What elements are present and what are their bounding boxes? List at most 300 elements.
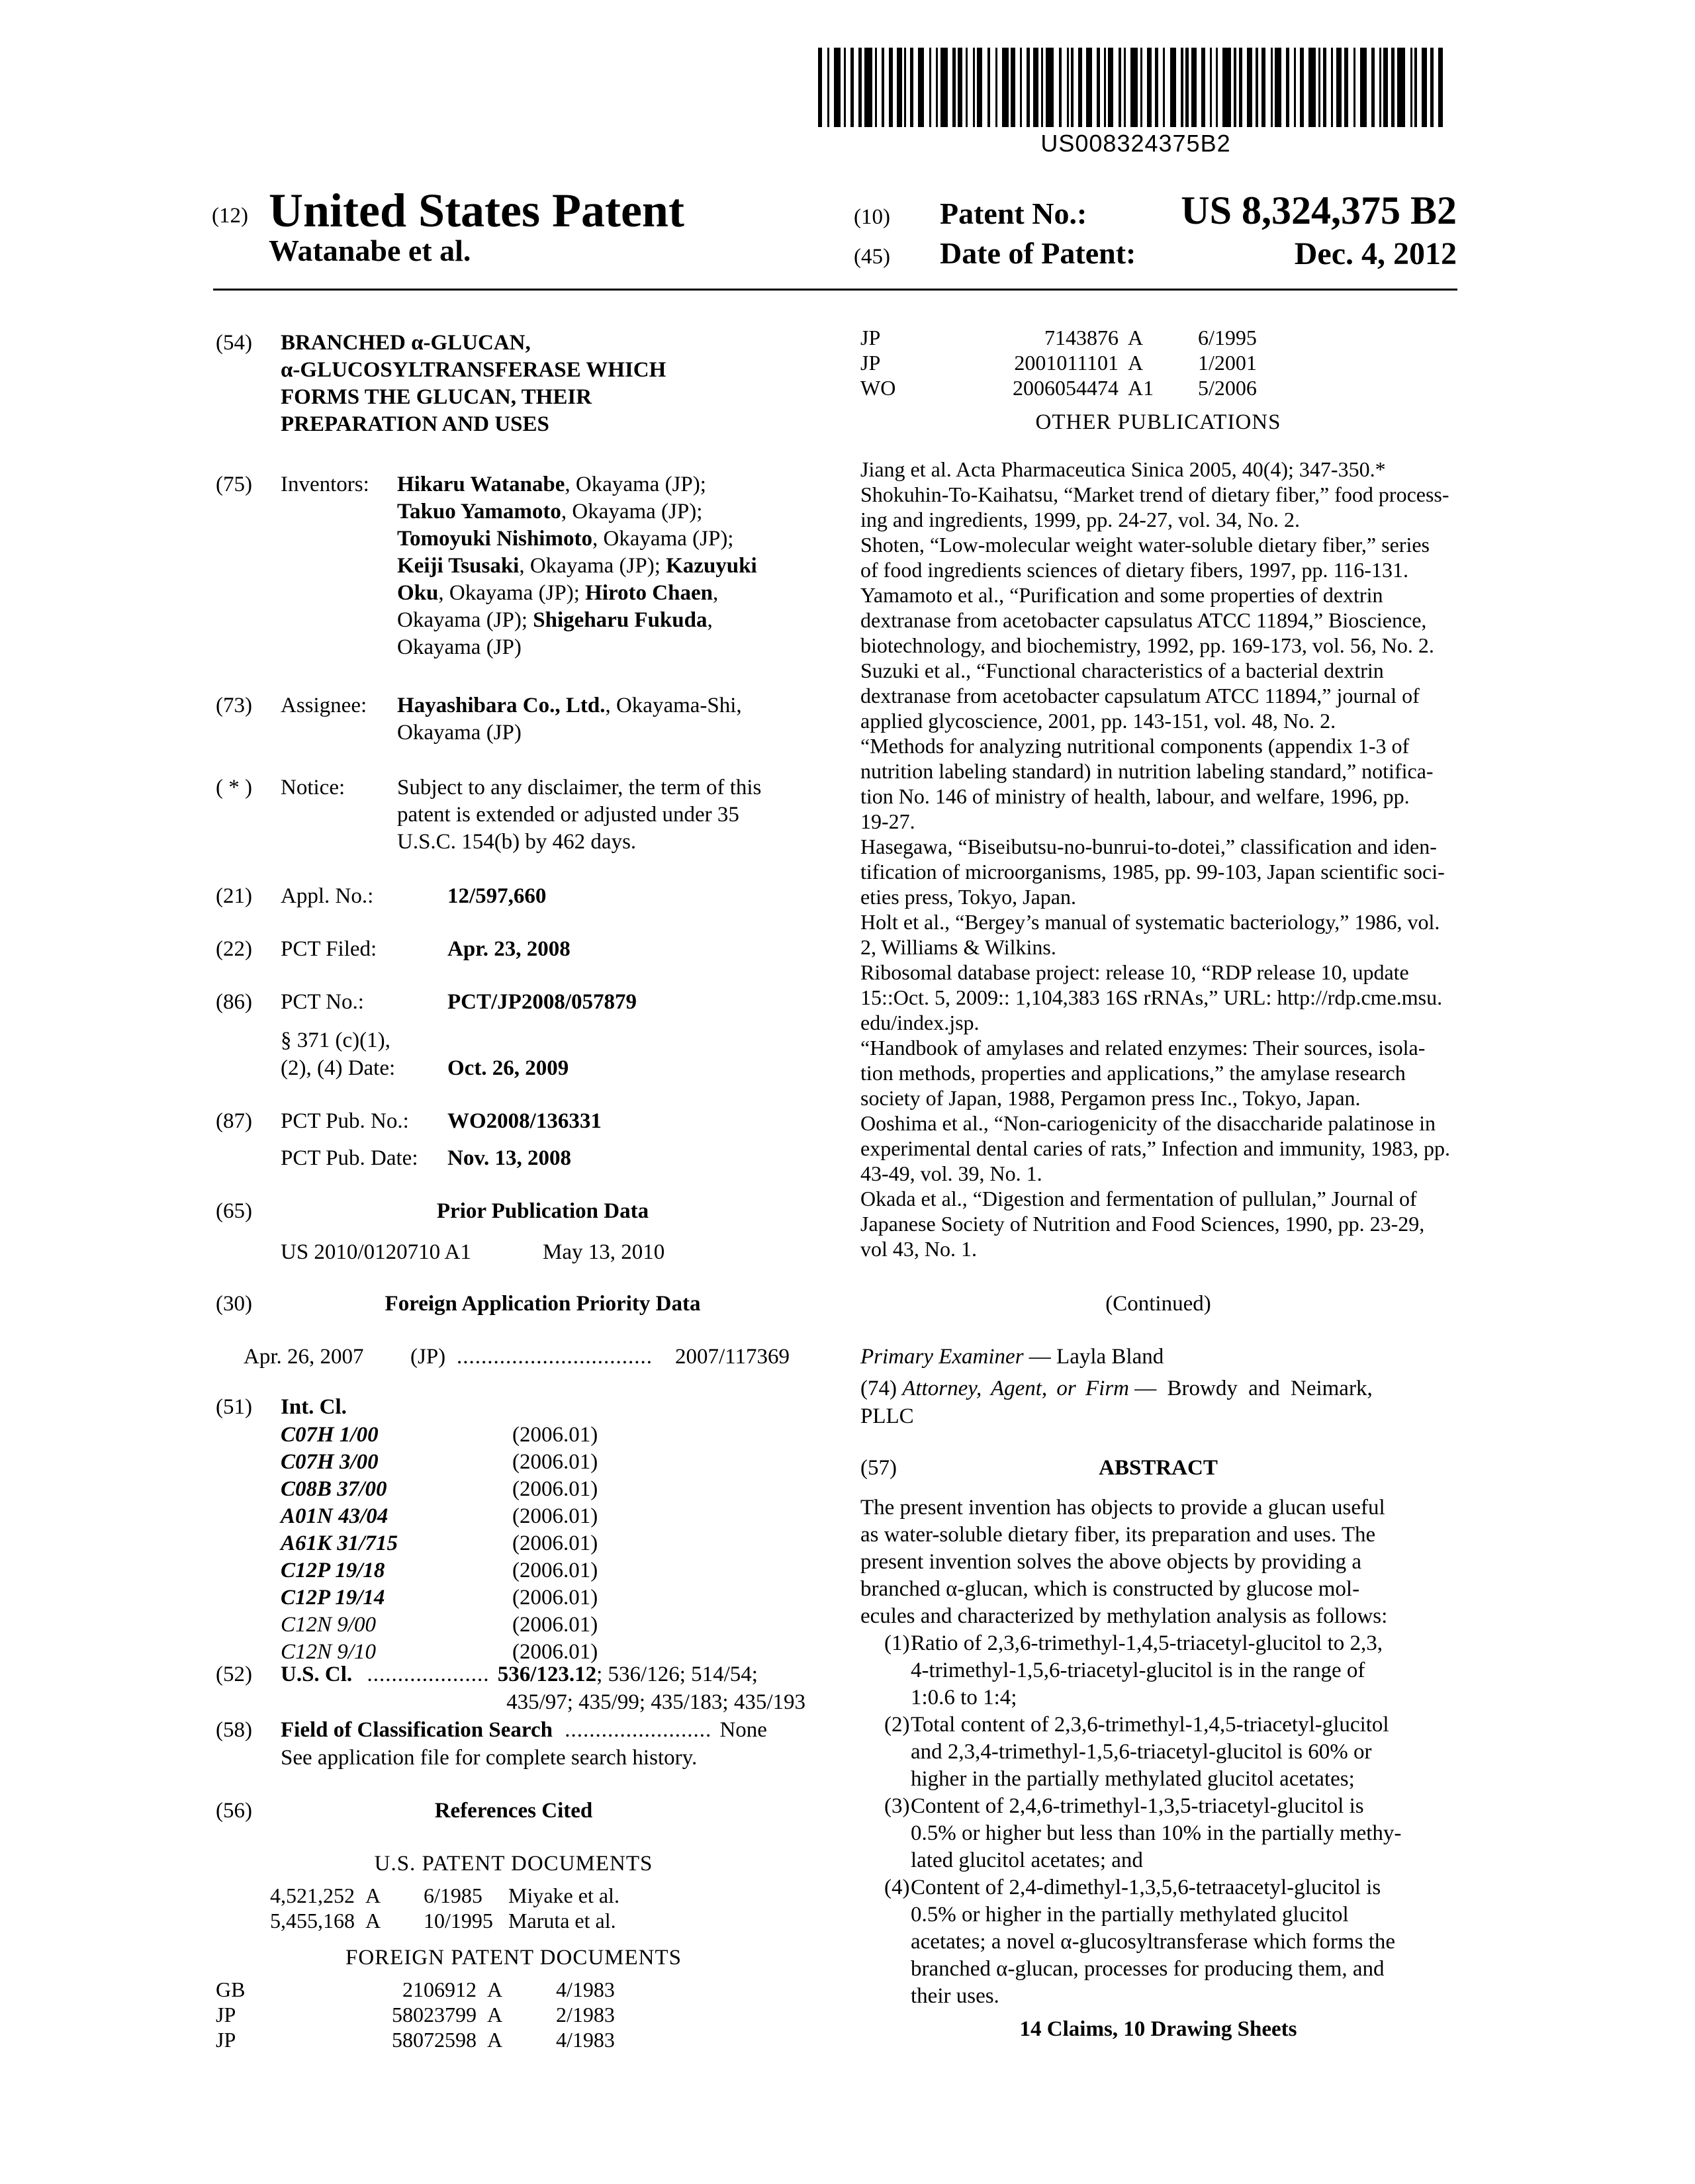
abstract-line: as water-soluble dietary fiber, its preparation and uses. The bbox=[860, 1523, 1376, 1547]
assignee-label: Assignee: bbox=[281, 694, 367, 717]
us-doc-name: Miyake et al. bbox=[508, 1884, 619, 1907]
abstract-item-number: (2) bbox=[884, 1713, 910, 1737]
int-cl-version: (2006.01) bbox=[512, 1613, 598, 1637]
other-pub-line: ing and ingredients, 1999, pp. 24-27, vol. 34, No. 2. bbox=[860, 508, 1300, 531]
field-30-code: (30) bbox=[216, 1292, 252, 1316]
barcode-bar bbox=[834, 48, 841, 127]
barcode-bar bbox=[1391, 48, 1395, 127]
invention-title-line: PREPARATION AND USES bbox=[281, 412, 549, 436]
barcode-bar bbox=[1020, 48, 1022, 127]
barcode-bars bbox=[818, 48, 1453, 127]
barcode-bar bbox=[1216, 48, 1218, 127]
abstract-item-line: acetates; a novel α-glucosyltransferase which forms the bbox=[911, 1930, 1396, 1954]
barcode-bar bbox=[818, 48, 822, 127]
inventors-label: Inventors: bbox=[281, 473, 369, 496]
int-cl-list bbox=[281, 1422, 612, 1666]
other-pub-line: Shokuhin-To-Kaihatsu, “Market trend of dietary fiber,” food process- bbox=[860, 482, 1449, 506]
barcode-bar bbox=[1239, 48, 1242, 127]
foreign-doc-country: WO bbox=[860, 376, 896, 400]
barcode-bar bbox=[1344, 48, 1348, 127]
appl-no: 12/597,660 bbox=[447, 884, 547, 908]
abstract-item-line: Ratio of 2,3,6-trimethyl-1,4,5-triacetyl-glucitol to 2,3, bbox=[911, 1631, 1383, 1655]
inventor-line bbox=[397, 498, 757, 525]
prior-pub-date: May 13, 2010 bbox=[543, 1240, 665, 1264]
int-cl-version: (2006.01) bbox=[512, 1640, 598, 1664]
field-54-code: (54) bbox=[216, 331, 252, 355]
barcode-bar bbox=[1323, 48, 1326, 127]
int-cl-row bbox=[281, 1584, 612, 1612]
inventor-line-segment: , Okayama (JP); bbox=[561, 500, 703, 523]
abstract-line: present invention solves the above objects by providing a bbox=[860, 1550, 1362, 1574]
attorney-code: (74) bbox=[860, 1377, 897, 1400]
barcode-bar bbox=[1130, 48, 1138, 127]
int-cl-row bbox=[281, 1530, 612, 1557]
us-doc-kind: A bbox=[365, 1909, 381, 1933]
barcode-bar bbox=[1383, 48, 1387, 127]
inventor-line-segment: , Okayama (JP); bbox=[592, 527, 734, 551]
foreign-doc-kind: A bbox=[1128, 326, 1144, 349]
barcode bbox=[818, 48, 1453, 127]
barcode-bar bbox=[973, 48, 975, 127]
barcode-bar bbox=[1222, 48, 1231, 127]
section-371: § 371 (c)(1), bbox=[281, 1028, 390, 1052]
us-cl-line1 bbox=[281, 1661, 758, 1688]
continued-note: (Continued) bbox=[1105, 1292, 1211, 1316]
header-code-12: (12) bbox=[212, 204, 248, 228]
barcode-bar bbox=[1410, 48, 1412, 127]
notice-line: patent is extended or adjusted under 35 bbox=[397, 803, 739, 827]
int-cl-code: C08B 37/00 bbox=[281, 1477, 387, 1501]
other-pub-line: applied glycoscience, 2001, pp. 143-151, vol. 48, No. 2. bbox=[860, 709, 1336, 733]
other-pub-line: of food ingredients sciences of dietary fibers, 1997, pp. 116-131. bbox=[860, 558, 1408, 582]
other-pub-line: tion methods, properties and applications,” the amylase research bbox=[860, 1061, 1406, 1085]
foreign-doc-kind: A bbox=[1128, 351, 1144, 375]
field-75-code: (75) bbox=[216, 473, 252, 496]
header-code-45: (45) bbox=[854, 245, 890, 269]
inventor-line-segment: Okayama (JP); bbox=[397, 608, 533, 632]
prior-pub-number: US 2010/0120710 A1 bbox=[281, 1240, 471, 1264]
abstract-item-number: (4) bbox=[884, 1876, 910, 1899]
appl-no-label: Appl. No.: bbox=[281, 884, 374, 908]
inventor-line-segment: Oku bbox=[397, 581, 439, 605]
abstract-item-line: 0.5% or higher in the partially methylated glucitol bbox=[911, 1903, 1349, 1927]
barcode-bar bbox=[1247, 48, 1252, 127]
barcode-bar bbox=[1078, 48, 1082, 127]
int-cl-row bbox=[281, 1612, 612, 1639]
barcode-bar bbox=[1234, 48, 1237, 127]
invention-title-line: BRANCHED α-GLUCAN, bbox=[281, 331, 531, 355]
us-doc-name: Maruta et al. bbox=[508, 1909, 616, 1933]
patent-no-label: Patent No.: bbox=[940, 197, 1087, 230]
foreign-doc-country: JP bbox=[216, 2003, 236, 2026]
inventor-line bbox=[397, 471, 757, 498]
foreign-doc-kind: A bbox=[487, 1978, 503, 2001]
barcode-bar bbox=[1155, 48, 1158, 127]
us-doc-number: 4,521,252 bbox=[270, 1884, 355, 1907]
int-cl-row bbox=[281, 1503, 612, 1530]
foreign-doc-country: JP bbox=[216, 2028, 236, 2052]
other-pub-line: Shoten, “Low-molecular weight water-soluble dietary fiber,” series bbox=[860, 533, 1430, 557]
field-search-dots: ........................ bbox=[565, 1718, 712, 1742]
attorney-line2: PLLC bbox=[860, 1404, 914, 1428]
date-label: Date of Patent: bbox=[940, 236, 1136, 270]
inventor-line-segment: , Okayama (JP); bbox=[519, 554, 666, 578]
us-doc-date: 6/1985 bbox=[424, 1884, 482, 1907]
field-search-label: Field of Classification Search bbox=[281, 1718, 553, 1742]
priority-number: 2007/117369 bbox=[675, 1345, 790, 1369]
other-pub-line: 2, Williams & Wilkins. bbox=[860, 935, 1056, 959]
patent-date: Dec. 4, 2012 bbox=[1294, 236, 1457, 271]
abstract-item-number: (3) bbox=[884, 1794, 910, 1818]
us-cl-rest1: ; 536/126; 514/54; bbox=[596, 1662, 758, 1686]
barcode-bar bbox=[1147, 48, 1151, 127]
barcode-bar bbox=[995, 48, 997, 127]
barcode-bar bbox=[1300, 48, 1304, 127]
patent-title: United States Patent bbox=[269, 184, 684, 237]
patent-authors: Watanabe et al. bbox=[269, 234, 471, 267]
header-code-10: (10) bbox=[854, 205, 890, 229]
abstract-heading: ABSTRACT bbox=[1099, 1456, 1218, 1480]
barcode-bar bbox=[1353, 48, 1355, 127]
barcode-bar bbox=[1286, 48, 1289, 127]
us-doc-kind: A bbox=[365, 1884, 381, 1907]
field-22-code: (22) bbox=[216, 937, 252, 961]
other-pub-line: nutrition labeling standard) in nutrition labeling standard,” notifica- bbox=[860, 759, 1434, 783]
barcode-bar bbox=[929, 48, 931, 127]
invention-title bbox=[281, 330, 666, 438]
other-pub-line: experimental dental caries of rats,” Infection and immunity, 1983, pp. bbox=[860, 1136, 1450, 1160]
us-cl-label: U.S. Cl. bbox=[281, 1662, 353, 1686]
int-cl-code: C12P 19/14 bbox=[281, 1586, 385, 1610]
assignee-line bbox=[397, 719, 742, 747]
barcode-bar bbox=[1438, 48, 1442, 127]
barcode-bar bbox=[1002, 48, 1009, 127]
other-pub-line: Yamamoto et al., “Purification and some properties of dextrin bbox=[860, 583, 1383, 607]
foreign-doc-date: 2/1983 bbox=[556, 2003, 615, 2026]
barcode-bar bbox=[1163, 48, 1165, 127]
barcode-bar bbox=[1261, 48, 1265, 127]
barcode-bar bbox=[1185, 48, 1189, 127]
field-search-line2: See application file for complete search history. bbox=[281, 1746, 698, 1770]
abstract-item-line: higher in the partially methylated glucitol acetates; bbox=[911, 1767, 1355, 1791]
other-pub-line: Japanese Society of Nutrition and Food Sciences, 1990, pp. 23-29, bbox=[860, 1212, 1425, 1236]
barcode-bar bbox=[1067, 48, 1069, 127]
abstract-item-line: 1:0.6 to 1:4; bbox=[911, 1686, 1017, 1709]
int-cl-code: A01N 43/04 bbox=[281, 1504, 389, 1528]
other-pub-line: Hasegawa, “Biseibutsu-no-bunrui-to-dotei,” classification and iden- bbox=[860, 835, 1437, 858]
barcode-bar bbox=[1422, 48, 1427, 127]
int-cl-row bbox=[281, 1557, 612, 1584]
barcode-bar bbox=[1191, 48, 1197, 127]
inventor-line-segment: Hiroto Chaen bbox=[585, 581, 713, 605]
inventor-line bbox=[397, 553, 757, 580]
abstract-item bbox=[860, 1793, 1456, 1874]
barcode-bar bbox=[844, 48, 846, 127]
foreign-docs-cont-table bbox=[847, 324, 1509, 404]
invention-title-line: FORMS THE GLUCAN, THEIR bbox=[281, 385, 592, 409]
int-cl-version: (2006.01) bbox=[512, 1423, 598, 1447]
barcode-bar bbox=[875, 48, 877, 127]
field-73-code: (73) bbox=[216, 694, 252, 717]
barcode-bar bbox=[1181, 48, 1183, 127]
foreign-doc-date: 6/1995 bbox=[1198, 326, 1257, 349]
barcode-bar bbox=[1140, 48, 1142, 127]
barcode-bar bbox=[1086, 48, 1093, 127]
barcode-bar bbox=[904, 48, 906, 127]
barcode-bar bbox=[918, 48, 925, 127]
inventor-line-segment: Okayama (JP) bbox=[397, 635, 522, 659]
field-65-code: (65) bbox=[216, 1199, 252, 1223]
other-pub-line: tion No. 146 of ministry of health, labour, and welfare, 1996, pp. bbox=[860, 784, 1410, 808]
barcode-bar bbox=[1059, 48, 1062, 127]
foreign-doc-kind: A bbox=[487, 2028, 503, 2052]
priority-date: Apr. 26, 2007 bbox=[244, 1345, 364, 1369]
barcode-bar bbox=[1371, 48, 1375, 127]
us-cl-main: 536/123.12 bbox=[497, 1662, 597, 1686]
field-86-code: (86) bbox=[216, 990, 252, 1014]
other-publications bbox=[860, 457, 1456, 1261]
abstract-body bbox=[860, 1494, 1456, 2010]
barcode-bar bbox=[897, 48, 902, 127]
barcode-bar bbox=[1271, 48, 1273, 127]
abstract-item-line: 0.5% or higher but less than 10% in the partially methy- bbox=[911, 1821, 1402, 1845]
barcode-bar bbox=[889, 48, 893, 127]
section-371-date: Oct. 26, 2009 bbox=[447, 1056, 569, 1080]
int-cl-code: A61K 31/715 bbox=[281, 1531, 398, 1555]
inventors-list bbox=[397, 471, 757, 661]
barcode-bar bbox=[1119, 48, 1122, 127]
foreign-doc-date: 5/2006 bbox=[1198, 376, 1257, 400]
references-heading: References Cited bbox=[434, 1799, 593, 1823]
int-cl-version: (2006.01) bbox=[512, 1531, 598, 1555]
prior-pub-heading: Prior Publication Data bbox=[436, 1199, 649, 1223]
other-pub-line: “Methods for analyzing nutritional components (appendix 1-3 of bbox=[860, 734, 1410, 758]
barcode-bar bbox=[966, 48, 968, 127]
pct-pub-no-label: PCT Pub. No.: bbox=[281, 1109, 409, 1133]
header-rule bbox=[213, 289, 1457, 291]
assignee-value bbox=[397, 692, 742, 747]
barcode-bar bbox=[936, 48, 938, 127]
other-pub-line: “Handbook of amylases and related enzymes: Their sources, isola- bbox=[860, 1036, 1426, 1060]
barcode-bar bbox=[1027, 48, 1030, 127]
foreign-doc-number: 2106912 bbox=[402, 1978, 477, 2001]
abstract-item-line: their uses. bbox=[911, 1984, 999, 2008]
foreign-docs-heading: FOREIGN PATENT DOCUMENTS bbox=[345, 1946, 682, 1970]
notice-label: Notice: bbox=[281, 776, 345, 799]
inventor-line-segment: , bbox=[712, 581, 719, 605]
field-56-code: (56) bbox=[216, 1799, 252, 1823]
foreign-doc-kind: A1 bbox=[1128, 376, 1154, 400]
barcode-bar bbox=[1041, 48, 1043, 127]
barcode-bar bbox=[987, 48, 991, 127]
abstract-item-line: and 2,3,4-trimethyl-1,5,6-triacetyl-glucitol is 60% or bbox=[911, 1740, 1372, 1764]
barcode-bar bbox=[1360, 48, 1367, 127]
int-cl-label: Int. Cl. bbox=[281, 1395, 347, 1419]
barcode-bar bbox=[1046, 48, 1054, 127]
other-pub-line: Jiang et al. Acta Pharmaceutica Sinica 2005, 40(4); 347-350.* bbox=[860, 457, 1386, 481]
field-58-code: (58) bbox=[216, 1718, 252, 1742]
us-doc-date: 10/1995 bbox=[424, 1909, 493, 1933]
inventor-line-segment: Hikaru Watanabe bbox=[397, 473, 565, 496]
inventor-line bbox=[397, 634, 757, 661]
int-cl-version: (2006.01) bbox=[512, 1559, 598, 1582]
barcode-bar bbox=[1336, 48, 1342, 127]
foreign-doc-date: 4/1983 bbox=[556, 1978, 615, 2001]
pct-no: PCT/JP2008/057879 bbox=[447, 990, 637, 1014]
examiner-label: Primary Examiner bbox=[860, 1345, 1024, 1369]
other-pub-line: dextranase from acetobacter capsulatus ATCC 11894,” Bioscience, bbox=[860, 608, 1427, 632]
other-pub-line: edu/index.jsp. bbox=[860, 1011, 980, 1034]
inventor-line-segment: , bbox=[707, 608, 713, 632]
abstract-item-line: branched α-glucan, processes for producing them, and bbox=[911, 1957, 1385, 1981]
examiner-name: — Layla Bland bbox=[1029, 1345, 1164, 1369]
barcode-bar bbox=[1011, 48, 1015, 127]
abstract-line: ecules and characterized by methylation analysis as follows: bbox=[860, 1604, 1388, 1628]
inventor-line-segment: Kazuyuki bbox=[666, 554, 757, 578]
other-pub-line: vol 43, No. 1. bbox=[860, 1237, 977, 1261]
pct-pub-date-label: PCT Pub. Date: bbox=[281, 1146, 418, 1170]
int-cl-code: C12N 9/00 bbox=[281, 1613, 376, 1637]
barcode-bar bbox=[1275, 48, 1281, 127]
foreign-doc-number: 58023799 bbox=[392, 2003, 477, 2026]
pct-filed: Apr. 23, 2008 bbox=[447, 937, 571, 961]
abstract-item-line: Content of 2,4,6-trimethyl-1,3,5-triacetyl-glucitol is bbox=[911, 1794, 1364, 1818]
foreign-doc-country: GB bbox=[216, 1978, 246, 2001]
barcode-bar bbox=[1256, 48, 1258, 127]
foreign-doc-date: 1/2001 bbox=[1198, 351, 1257, 375]
inventor-line bbox=[397, 580, 757, 607]
pct-pub-date: Nov. 13, 2008 bbox=[447, 1146, 572, 1170]
us-doc-number: 5,455,168 bbox=[270, 1909, 355, 1933]
foreign-doc-kind: A bbox=[487, 2003, 503, 2026]
abstract-line: branched α-glucan, which is constructed by glucose mol- bbox=[860, 1577, 1360, 1601]
us-cl-line2: 435/97; 435/99; 435/183; 435/193 bbox=[506, 1690, 805, 1714]
pct-pub-no: WO2008/136331 bbox=[447, 1109, 602, 1133]
foreign-doc-number: 2001011101 bbox=[1014, 351, 1119, 375]
assignee-line-segment: , Okayama-Shi, bbox=[605, 694, 742, 717]
priority-country: (JP) bbox=[410, 1345, 446, 1369]
field-87-code: (87) bbox=[216, 1109, 252, 1133]
foreign-docs-table bbox=[0, 1976, 847, 2056]
barcode-bar bbox=[958, 48, 962, 127]
notice-code: ( * ) bbox=[216, 776, 252, 799]
inventor-line-segment: Tomoyuki Nishimoto bbox=[397, 527, 592, 551]
barcode-bar bbox=[1308, 48, 1316, 127]
int-cl-row bbox=[281, 1476, 612, 1503]
barcode-bar bbox=[1108, 48, 1113, 127]
assignee-line bbox=[397, 692, 742, 719]
inventor-line bbox=[397, 607, 757, 634]
abstract-item-line: 4-trimethyl-1,5,6-triacetyl-glucitol is in the range of bbox=[911, 1659, 1365, 1682]
foreign-doc-date: 4/1983 bbox=[556, 2028, 615, 2052]
inventor-line-segment: Shigeharu Fukuda bbox=[533, 608, 708, 632]
us-docs-table bbox=[0, 1882, 847, 1935]
other-pub-line: 15::Oct. 5, 2009:: 1,104,383 16S rRNAs,” URL: http://rdp.cme.msu. bbox=[860, 985, 1443, 1009]
notice-text bbox=[397, 774, 761, 856]
barcode-bar bbox=[1170, 48, 1177, 127]
abstract-line: The present invention has objects to provide a glucan useful bbox=[860, 1496, 1385, 1520]
assignee-line-segment: Okayama (JP) bbox=[397, 721, 522, 745]
other-pub-line: Okada et al., “Digestion and fermentation of pullulan,” Journal of bbox=[860, 1187, 1417, 1210]
other-pub-line: Holt et al., “Bergey’s manual of systematic bacteriology,” 1986, vol. bbox=[860, 910, 1440, 934]
inventor-line-segment: , Okayama (JP); bbox=[438, 581, 586, 605]
foreign-doc-country: JP bbox=[860, 351, 881, 375]
field-search-line1 bbox=[281, 1717, 767, 1744]
int-cl-version: (2006.01) bbox=[512, 1504, 598, 1528]
barcode-bar bbox=[1124, 48, 1126, 127]
barcode-number: US008324375B2 bbox=[1040, 130, 1231, 157]
field-21-code: (21) bbox=[216, 884, 252, 908]
examiner-line bbox=[860, 1343, 1164, 1371]
barcode-bar bbox=[1430, 48, 1434, 127]
inventor-line bbox=[397, 525, 757, 553]
barcode-bar bbox=[910, 48, 913, 127]
abstract-item-number: (1) bbox=[884, 1631, 910, 1655]
abstract-item bbox=[860, 1630, 1456, 1711]
int-cl-code: C12N 9/10 bbox=[281, 1640, 376, 1664]
field-search-value: None bbox=[719, 1718, 767, 1742]
barcode-bar bbox=[1097, 48, 1100, 127]
barcode-bar bbox=[1210, 48, 1212, 127]
abstract-item bbox=[860, 1874, 1456, 2010]
other-pub-line: Ribosomal database project: release 10, “RDP release 10, update bbox=[860, 960, 1409, 984]
barcode-bar bbox=[1071, 48, 1073, 127]
other-pub-line: tification of microorganisms, 1985, pp. 99-103, Japan scientific soci- bbox=[860, 860, 1445, 884]
barcode-bar bbox=[827, 48, 829, 127]
invention-title-line: α-GLUCOSYLTRANSFERASE WHICH bbox=[281, 358, 666, 382]
foreign-doc-number: 2006054474 bbox=[1013, 376, 1119, 400]
us-cl-dots: .................... bbox=[367, 1662, 490, 1686]
int-cl-row bbox=[281, 1422, 612, 1449]
barcode-bar bbox=[977, 48, 982, 127]
assignee-line-segment: Hayashibara Co., Ltd. bbox=[397, 694, 606, 717]
field-52-code: (52) bbox=[216, 1662, 252, 1686]
other-pub-line: 19-27. bbox=[860, 809, 915, 833]
abstract-item-line: lated glucitol acetates; and bbox=[911, 1848, 1143, 1872]
barcode-bar bbox=[952, 48, 956, 127]
patent-no: US 8,324,375 B2 bbox=[1181, 189, 1457, 232]
int-cl-code: C07H 1/00 bbox=[281, 1423, 379, 1447]
barcode-bar bbox=[850, 48, 854, 127]
attorney-name: — Browdy and Neimark, bbox=[1134, 1377, 1373, 1400]
foreign-doc-number: 7143876 bbox=[1044, 326, 1119, 349]
priority-dots: ................................ bbox=[457, 1345, 653, 1369]
other-pub-line: dextranase from acetobacter capsulatum ATCC 11894,” journal of bbox=[860, 684, 1420, 707]
barcode-bar bbox=[1294, 48, 1296, 127]
int-cl-version: (2006.01) bbox=[512, 1586, 598, 1610]
int-cl-code: C07H 3/00 bbox=[281, 1450, 379, 1474]
barcode-bar bbox=[1104, 48, 1106, 127]
us-docs-heading: U.S. PATENT DOCUMENTS bbox=[374, 1852, 653, 1876]
foreign-priority-heading: Foreign Application Priority Data bbox=[385, 1292, 701, 1316]
section-371-date-label: (2), (4) Date: bbox=[281, 1056, 396, 1080]
other-pub-line: Suzuki et al., “Functional characteristics of a bacterial dextrin bbox=[860, 659, 1384, 682]
notice-line: U.S.C. 154(b) by 462 days. bbox=[397, 830, 637, 854]
pct-no-label: PCT No.: bbox=[281, 990, 364, 1014]
attorney-label: Attorney, Agent, or Firm bbox=[902, 1377, 1130, 1400]
barcode-bar bbox=[1414, 48, 1416, 127]
barcode-bar bbox=[882, 48, 884, 127]
barcode-bar bbox=[1201, 48, 1205, 127]
barcode-bar bbox=[858, 48, 862, 127]
other-pub-heading: OTHER PUBLICATIONS bbox=[1035, 410, 1281, 434]
field-51-code: (51) bbox=[216, 1395, 252, 1419]
claims-summary: 14 Claims, 10 Drawing Sheets bbox=[1019, 2017, 1297, 2041]
other-pub-line: 43-49, vol. 39, No. 1. bbox=[860, 1161, 1042, 1185]
abstract-item-line: Content of 2,4-dimethyl-1,3,5,6-tetraacetyl-glucitol is bbox=[911, 1876, 1381, 1899]
barcode-bar bbox=[864, 48, 873, 127]
other-pub-line: society of Japan, 1988, Pergamon press Inc., Tokyo, Japan. bbox=[860, 1086, 1361, 1110]
